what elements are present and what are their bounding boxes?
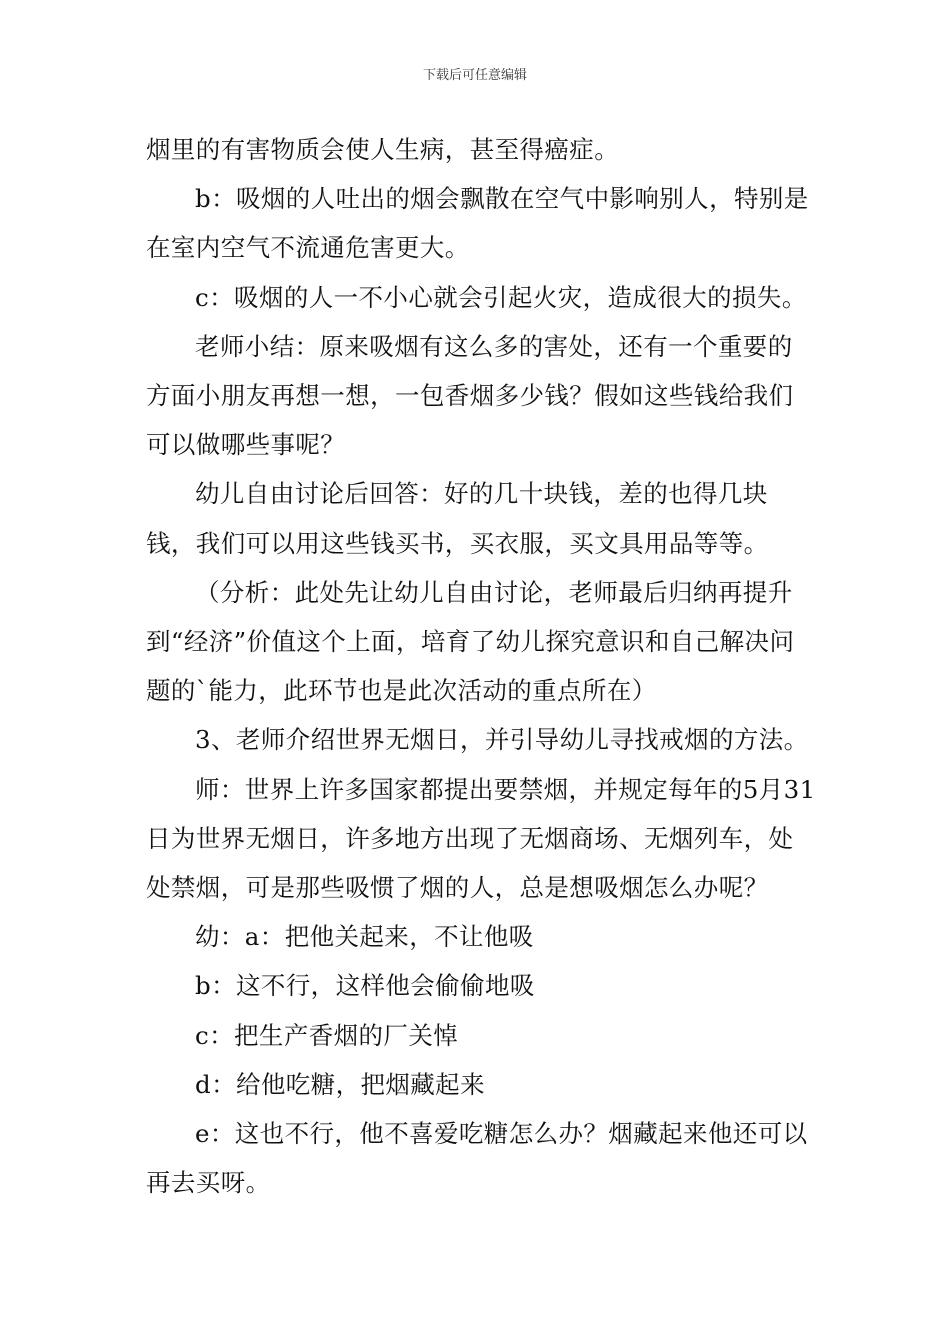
paragraph: 师：世界上许多国家都提出要禁烟，并规定每年的5月31日为世界无烟日，许多地方出现了无烟商场、无烟列车，处处禁烟，可是那些吸惯了烟的人，总是想吸烟怎么办呢？ xyxy=(146,774,816,903)
paragraph: 3、老师介绍世界无烟日，并引导幼儿寻找戒烟的方法。 xyxy=(195,725,809,755)
paragraph: 幼儿自由讨论后回答：好的几十块钱，差的也得几块钱，我们可以用这些钱买书，买衣服，买文具用品等等。 xyxy=(146,479,769,558)
paragraph: c：吸烟的人一不小心就会引起火灾，造成很大的损失。 xyxy=(195,282,807,312)
page-header: 下载后可任意编辑 xyxy=(422,68,527,83)
paragraph: b：这不行，这样他会偷偷地吸 xyxy=(195,971,535,1001)
paragraph: 幼：a：把他关起来，不让他吸 xyxy=(195,922,534,952)
paragraph: b：吸烟的人吐出的烟会飘散在空气中影响别人，特别是在室内空气不流通危害更大。 xyxy=(146,184,809,263)
paragraph: c：把生产香烟的厂关悼 xyxy=(195,1020,459,1050)
paragraph: （分析：此处先让幼儿自由讨论，老师最后归纳再提升到“经济”价值这个上面，培育了幼儿探究意识和自己解决问题的`能力，此环节也是此次活动的重点所在） xyxy=(146,577,795,706)
document-body xyxy=(146,125,816,1207)
paragraph: d：给他吃糖，把烟藏起来 xyxy=(195,1069,485,1099)
paragraph: e：这也不行，他不喜爱吃糖怎么办？烟藏起来他还可以再去买呀。 xyxy=(146,1119,808,1198)
paragraph: 烟里的有害物质会使人生病，甚至得癌症。 xyxy=(146,135,620,164)
paragraph: 老师小结：原来吸烟有这么多的害处，还有一个重要的方面小朋友再想一想，一包香烟多少钱？假如这些钱给我们可以做哪些事呢？ xyxy=(146,331,794,460)
